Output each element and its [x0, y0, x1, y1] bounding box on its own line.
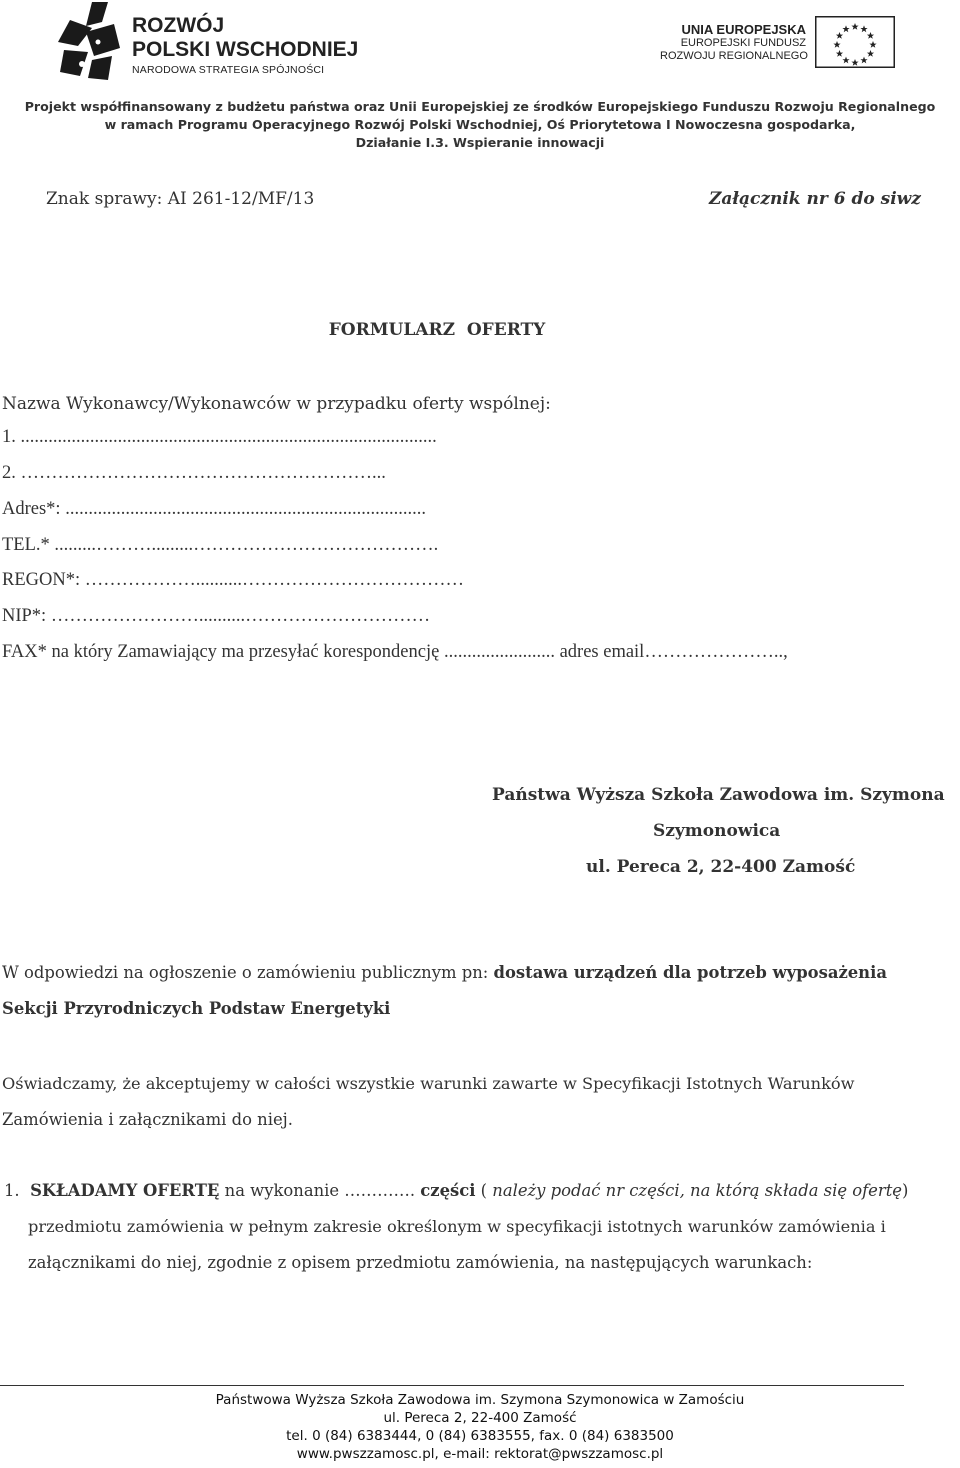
eu-logo-line2: EUROPEJSKI FUNDUSZ [680, 37, 806, 49]
intro-prefix: W odpowiedzi na ogłoszenie o zamówieniu publicznym pn: [2, 963, 494, 982]
offer-line-3: załącznikami do niej, zgodnie z opisem przedmiotu zamówienia, na następujących warunkach: [28, 1253, 813, 1272]
contractor-line-1[interactable]: 1. .......................................................................................... [2, 427, 437, 447]
recipient-line-3: ul. Pereca 2, 22-400 Zamość [586, 857, 856, 877]
address-field[interactable]: Adres*: .............................................................................. [2, 499, 426, 519]
footer-line-1: Państwowa Wyższa Szkoła Zawodowa im. Szymona Szymonowica w Zamościu [215, 1392, 745, 1408]
fax-email-field[interactable]: FAX* na który Zamawiający ma przesyłać korespondencję ........................ adres email………………….., [2, 642, 788, 662]
form-title: FORMULARZ OFERTY [328, 320, 546, 340]
contractor-line-2[interactable]: 2. …………………………………………………... [2, 463, 386, 483]
offer-number: 1. [4, 1181, 20, 1200]
eu-flag-icon [815, 16, 895, 68]
footer-divider [0, 1385, 904, 1386]
statement-line-1: Oświadczamy, że akceptujemy w całości wszystkie warunki zawarte w Specyfikacji Istotnych Warunków [2, 1074, 855, 1093]
intro-bold-1: dostawa urządzeń dla potrzeb wyposażenia [493, 963, 887, 982]
intro-bold-2: Sekcji Przyrodniczych Podstaw Energetyki [2, 999, 391, 1018]
nip-field[interactable]: NIP*: ……………………..........………………………… [2, 606, 431, 626]
statement-line-2: Zamówienia i załącznikami do niej. [2, 1110, 293, 1129]
contractor-label: Nazwa Wykonawcy/Wykonawców w przypadku oferty wspólnej: [2, 394, 551, 414]
program-logo-line3: NARODOWA STRATEGIA SPÓJNOŚCI [132, 64, 325, 76]
offer-text-2: ( [475, 1181, 493, 1200]
attachment-label: Załącznik nr 6 do siwz [709, 189, 921, 209]
intro-line-1 [2, 963, 887, 982]
offer-line-1 [4, 1181, 908, 1200]
polska-wschodnia-logo-icon [58, 2, 120, 80]
footer-line-4[interactable]: www.pwszzamosc.pl, e-mail: rektorat@pwszzamosc.pl [296, 1446, 664, 1462]
program-logo-line2: POLSKI WSCHODNIEJ [132, 38, 359, 61]
eu-logo-line3: ROZWOJU REGIONALNEGO [660, 50, 808, 62]
project-line-2: w ramach Programu Operacyjnego Rozwój Polski Wschodniej, Oś Priorytetowa I Nowoczesna gospodarka, [104, 117, 856, 132]
tel-field[interactable]: TEL.* .........……….........…………………………………. [2, 535, 439, 555]
project-line-1: Projekt współfinansowany z budżetu państwa oraz Unii Europejskiej ze środków Europejskiego Funduszu Rozwoju Regionalnego [24, 99, 936, 114]
offer-parts-label: części [420, 1181, 476, 1200]
project-line-3: Działanie I.3. Wspieranie innowacji [355, 135, 605, 150]
regon-field[interactable]: REGON*: ………………..........……………………………… [2, 570, 464, 590]
offer-text-3: ) [902, 1181, 909, 1200]
offer-line-2: przedmiotu zamówienia w pełnym zakresie określonym w specyfikacji istotnych warunków zamówienia i [28, 1217, 886, 1236]
eu-logo-line1: UNIA EUROPEJSKA [681, 22, 806, 37]
recipient-line-2: Szymonowica [653, 821, 781, 841]
recipient-line-1: Państwa Wyższa Szkoła Zawodowa im. Szymona [492, 785, 945, 805]
case-number: Znak sprawy: AI 261-12/MF/13 [46, 189, 315, 209]
footer-line-3: tel. 0 (84) 6383444, 0 (84) 6383555, fax. 0 (84) 6383500 [286, 1428, 674, 1444]
footer-line-2: ul. Pereca 2, 22-400 Zamość [383, 1410, 577, 1426]
program-logo-line1: ROZWÓJ [132, 14, 225, 37]
offer-italic-note: należy podać nr części, na którą składa się ofertę [492, 1181, 902, 1200]
offer-text-1: na wykonanie …………. [219, 1181, 421, 1200]
offer-bold-label: SKŁADAMY OFERTĘ [30, 1181, 220, 1200]
